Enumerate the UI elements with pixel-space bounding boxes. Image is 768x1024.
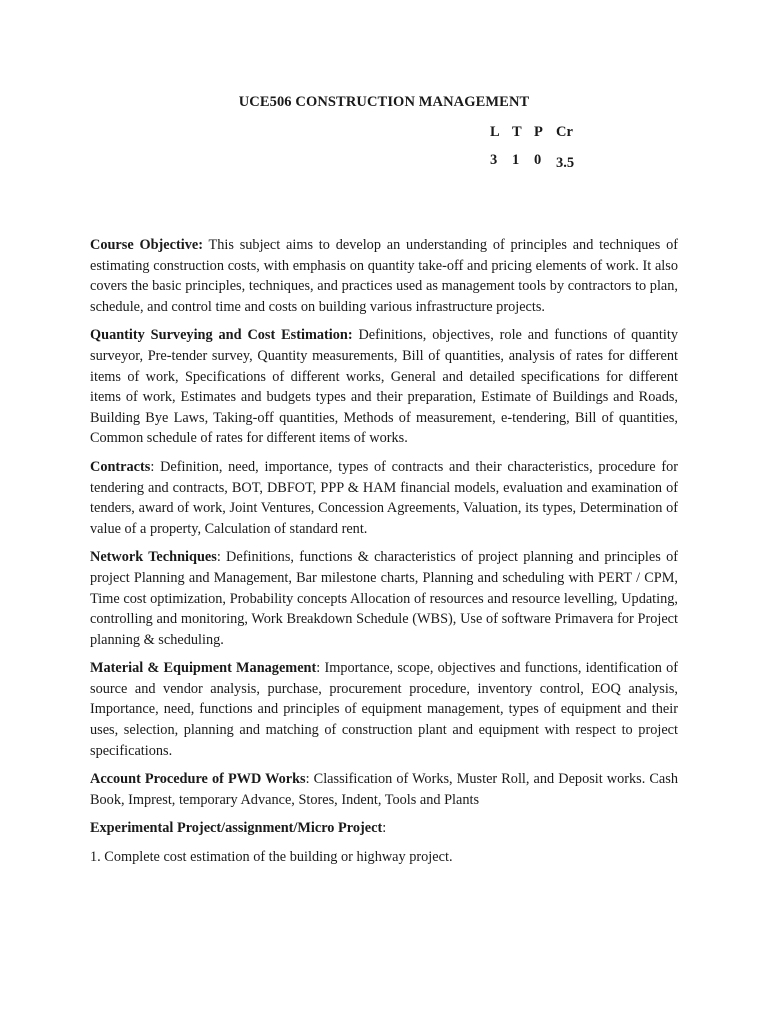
credits-value-cr: 3.5 bbox=[556, 155, 575, 171]
section-text: : Definitions, functions & characteristics of project planning and principles of project Planning and Management, Bar milestone charts, Planning and scheduling with PERT / CPM, Time cost optimization, Probability concepts Allocation of resources and resource levelling, Updating, controlling and monitoring, Work Breakdown Schedule (WBS), Use of software Primavera for Project planning & scheduling. bbox=[90, 549, 678, 648]
section-text: Definitions, objectives, role and functions of quantity surveyor, Pre-tender survey, Quantity measurements, Bill of quantities, analysis of rates for different items of work, Specifications of different works, General and detailed specifications for different items of work, Estimates and budgets types and their preparation, Estimate of Buildings and Roads, Building Bye Laws, Taking-off quantities, Methods of measurement, e-tendering, Bill of quantities, Common schedule of rates for different items of works. bbox=[90, 327, 678, 447]
section-text: This subject aims to develop an understanding of principles and techniques of estimating construction costs, with emphasis on quantity take-off and pricing elements of work. It also covers the basic principles, techniques, and practices used as management tools by contractors to plan, schedule, and control time and costs on building various infrastructure projects. bbox=[90, 237, 678, 315]
section-material-equipment bbox=[90, 658, 678, 761]
section-heading: Course Objective: bbox=[90, 237, 203, 253]
section-heading: Material & Equipment Management bbox=[90, 660, 317, 677]
section-heading: Network Techniques bbox=[90, 549, 217, 566]
section-heading: Account Procedure of PWD Works bbox=[90, 771, 306, 788]
section-heading: Experimental Project/assignment/Micro Project bbox=[90, 820, 383, 837]
section-text: : bbox=[382, 820, 387, 837]
credits-value-t: 1 bbox=[512, 152, 520, 168]
section-pwd-works bbox=[90, 769, 678, 810]
credits-header-row bbox=[490, 124, 578, 152]
credits-header-t: T bbox=[512, 124, 522, 140]
list-item: 1. Complete cost estimation of the building or highway project. bbox=[90, 849, 453, 866]
section-contracts bbox=[90, 457, 678, 539]
credits-header-cr: Cr bbox=[556, 124, 573, 140]
section-course-objective bbox=[90, 235, 678, 317]
credits-value-row bbox=[490, 152, 578, 180]
section-text: : Classification of Works, Muster Roll, and Deposit works. Cash Book, Imprest, temporary Advance, Stores, Indent, Tools and Plants bbox=[90, 771, 678, 808]
course-title: UCE506 CONSTRUCTION MANAGEMENT bbox=[238, 94, 530, 110]
credits-value-l: 3 bbox=[490, 152, 498, 168]
section-heading: Contracts bbox=[90, 458, 151, 475]
credits-value-p: 0 bbox=[534, 152, 542, 168]
section-quantity-surveying bbox=[90, 325, 678, 449]
section-heading: Quantity Surveying and Cost Estimation: bbox=[90, 327, 353, 344]
credits-header-p: P bbox=[534, 124, 543, 140]
section-text: : Importance, scope, objectives and functions, identification of source and vendor analysis, purchase, procurement procedure, inventory control, EOQ analysis, Importance, need, functions and principles of equipment management, types of equipment and their uses, selection, planning and matching of construction plant and equipment with respect to project specifications. bbox=[90, 660, 679, 759]
section-text: : Definition, need, importance, types of contracts and their characteristics, procedure for tendering and contracts, BOT, DBFOT, PPP & HAM financial models, evaluation and examination of tenders, award of work, Joint Ventures, Concession Agreements, Valuation, its types, Determination of value of a property, Calculation of standard rent. bbox=[90, 458, 678, 537]
credits-header-l: L bbox=[490, 124, 500, 140]
section-experimental-project bbox=[90, 818, 678, 839]
credits-table bbox=[490, 124, 578, 180]
syllabus-content bbox=[90, 235, 678, 876]
section-network-techniques bbox=[90, 547, 678, 650]
